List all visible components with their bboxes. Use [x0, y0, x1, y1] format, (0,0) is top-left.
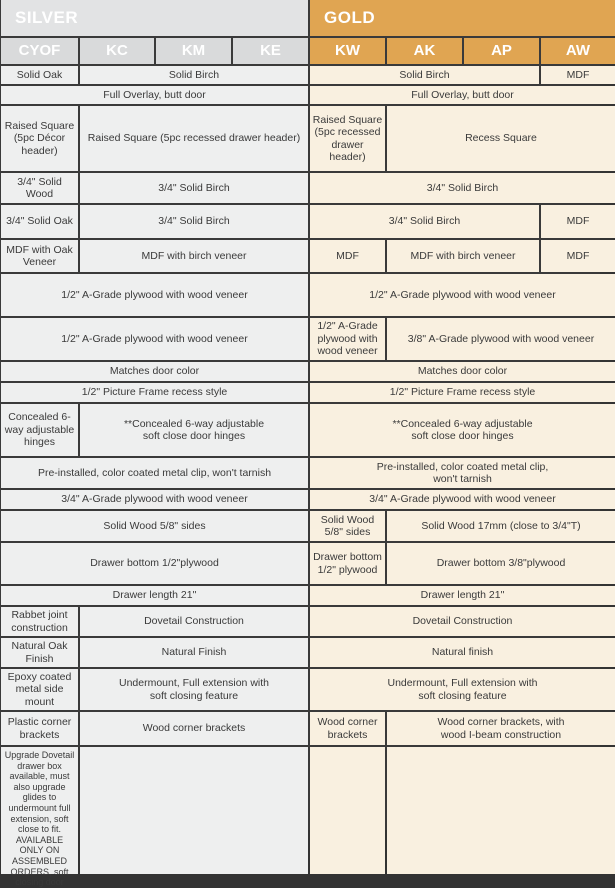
table-cell: Solid Birch	[80, 66, 308, 84]
table-cell: Wood corner brackets	[310, 712, 385, 745]
table-cell: Raised Square (5pc Décor header)	[1, 106, 78, 171]
table-cell: Pre-installed, color coated metal clip, won't tarnish	[310, 458, 615, 488]
table-cell: MDF	[310, 240, 385, 272]
column-header: AK	[387, 38, 462, 64]
table-cell: Plastic corner brackets	[1, 712, 78, 745]
table-cell: 1/2" A-Grade plywood with wood veneer	[1, 318, 308, 360]
table-cell: Raised Square (5pc recessed drawer header)	[310, 106, 385, 171]
table-cell: Matches door color	[1, 362, 308, 381]
table-cell: 3/4" Solid Birch	[310, 205, 539, 238]
table-cell: Rabbet joint construction	[1, 607, 78, 636]
table-cell: Epoxy coated metal side mount	[1, 669, 78, 710]
table-cell: MDF with Oak Veneer	[1, 240, 78, 272]
table-cell: 3/4" Solid Oak	[1, 205, 78, 238]
table-cell: MDF with birch veneer	[387, 240, 539, 272]
table-cell: 1/2" Picture Frame recess style	[310, 383, 615, 402]
table-cell: Recess Square	[387, 106, 615, 171]
table-cell: Pre-installed, color coated metal clip, won't tarnish	[1, 458, 308, 488]
table-cell: Solid Wood 17mm (close to 3/4"T)	[387, 511, 615, 541]
table-cell-empty	[310, 747, 385, 874]
table-cell: Solid Wood 5/8" sides	[1, 511, 308, 541]
table-cell-empty	[80, 747, 308, 874]
table-cell: Wood corner brackets	[80, 712, 308, 745]
table-cell: Drawer length 21"	[1, 586, 308, 605]
gold-tier-title: GOLD	[310, 0, 615, 36]
table-cell: 3/4" Solid Birch	[80, 205, 308, 238]
table-cell: Solid Birch	[310, 66, 539, 84]
table-cell: Matches door color	[310, 362, 615, 381]
table-cell: Solid Oak	[1, 66, 78, 84]
table-cell: Undermount, Full extension with soft closing feature	[310, 669, 615, 710]
table-cell: Natural finish	[310, 638, 615, 667]
table-cell: 3/4" Solid Birch	[80, 173, 308, 203]
column-header: AW	[541, 38, 615, 64]
table-cell: 3/4" A-Grade plywood with wood veneer	[310, 490, 615, 509]
table-cell: MDF	[541, 240, 615, 272]
table-cell: Dovetail Construction	[310, 607, 615, 636]
table-cell: 1/2" A-Grade plywood with wood veneer	[310, 318, 385, 360]
table-cell: Full Overlay, butt door	[310, 86, 615, 104]
table-cell: Dovetail Construction	[80, 607, 308, 636]
table-cell: Drawer length 21"	[310, 586, 615, 605]
table-cell: Solid Wood 5/8" sides	[310, 511, 385, 541]
table-cell: 3/4" A-Grade plywood with wood veneer	[1, 490, 308, 509]
table-cell: Drawer bottom 1/2"plywood	[1, 543, 308, 584]
column-header: CYOF	[1, 38, 78, 64]
table-cell: **Concealed 6-way adjustable soft close door hinges	[80, 404, 308, 456]
table-cell: Natural Finish	[80, 638, 308, 667]
table-cell: 1/2" Picture Frame recess style	[1, 383, 308, 402]
table-cell: Full Overlay, butt door	[1, 86, 308, 104]
table-cell: Concealed 6-way adjustable hinges	[1, 404, 78, 456]
table-cell-empty	[387, 747, 615, 874]
table-cell: Raised Square (5pc recessed drawer header)	[80, 106, 308, 171]
table-cell: MDF	[541, 205, 615, 238]
table-cell: **Concealed 6-way adjustable soft close door hinges	[310, 404, 615, 456]
column-header: KM	[156, 38, 231, 64]
table-cell: Drawer bottom 3/8"plywood	[387, 543, 615, 584]
table-cell: 3/4" Solid Wood	[1, 173, 78, 203]
table-cell: Drawer bottom 1/2" plywood	[310, 543, 385, 584]
table-cell: 3/4" Solid Birch	[310, 173, 615, 203]
table-cell: 1/2" A-Grade plywood with wood veneer	[1, 274, 308, 316]
silver-tier-title: SILVER	[1, 0, 308, 36]
column-header: AP	[464, 38, 539, 64]
column-header: KW	[310, 38, 385, 64]
table-cell: 1/2" A-Grade plywood with wood veneer	[310, 274, 615, 316]
column-header: KE	[233, 38, 308, 64]
column-header: KC	[80, 38, 154, 64]
table-cell: Upgrade Dovetail drawer box available, must also upgrade glides to undermount full extension, soft close to fit. AVAILABLE ONLY ON ASSEMBLED ORDERS, soft closing door	[1, 747, 78, 874]
table-cell: Wood corner brackets, with wood I-beam construction	[387, 712, 615, 745]
table-cell: Undermount, Full extension with soft closing feature	[80, 669, 308, 710]
table-cell: Natural Oak Finish	[1, 638, 78, 667]
table-cell: MDF	[541, 66, 615, 84]
table-cell: 3/8" A-Grade plywood with wood veneer	[387, 318, 615, 360]
table-cell: MDF with birch veneer	[80, 240, 308, 272]
